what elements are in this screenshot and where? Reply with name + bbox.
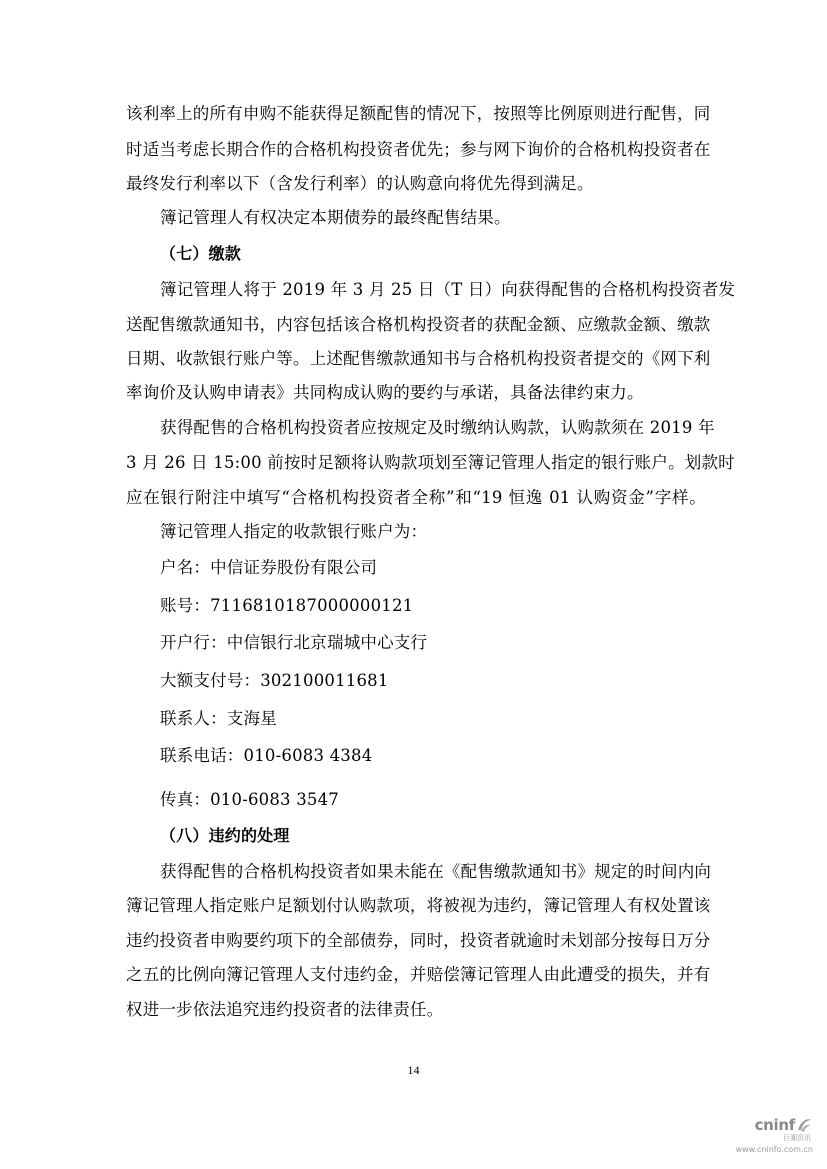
watermark-chinese: 巨潮资讯 (783, 1134, 811, 1142)
section-heading-7: （七）缴款 (160, 244, 242, 263)
paragraph-line: 率询价及认购申请表》共同构成认购的要约与承诺，具备法律约束力。 (126, 383, 644, 402)
section-heading-8: （八）违约的处理 (160, 826, 290, 845)
contact-person: 联系人：支海星 (160, 709, 277, 728)
fax-number: 传真：010-6083 3547 (160, 790, 339, 809)
large-payment-number: 大额支付号：302100011681 (160, 671, 389, 690)
page-number: 14 (407, 1063, 420, 1077)
account-number: 账号：7116810187000000121 (160, 596, 414, 615)
paragraph-line: 簿记管理人有权决定本期债券的最终配售结果。 (160, 208, 511, 227)
account-name: 户名：中信证券股份有限公司 (160, 558, 378, 577)
watermark-url: www.cninfo.com.cn (735, 1145, 813, 1154)
paragraph-line: 簿记管理人将于 2019 年 3 月 25 日（T 日）向获得配售的合格机构投资者发 (160, 280, 736, 299)
paragraph-line: 送配售缴款通知书，内容包括该合格机构投资者的获配金额、应缴款金额、缴款 (126, 315, 711, 334)
paragraph-line: 3 月 26 日 15:00 前按时足额将认购款项划至簿记管理人指定的银行账户。划款时 (126, 453, 735, 472)
paragraph-line: 应在银行附注中填写“合格机构投资者全称”和“19 恒逸 01 认购资金”字样。 (126, 488, 706, 507)
cninfo-watermark (735, 1116, 813, 1160)
paragraph-line: 获得配售的合格机构投资者如果未能在《配售缴款通知书》规定的时间内向 (160, 862, 712, 881)
paragraph-line: 之五的比例向簿记管理人支付违约金，并赔偿簿记管理人由此遭受的损失，并有 (126, 965, 711, 984)
contact-phone: 联系电话：010-6083 4384 (160, 746, 373, 765)
paragraph-line: 簿记管理人指定的收款银行账户为： (160, 522, 428, 541)
paragraph-line: 该利率上的所有申购不能获得足额配售的情况下，按照等比例原则进行配售，同 (126, 104, 711, 123)
paragraph-line: 最终发行利率以下（含发行利率）的认购意向将优先得到满足。 (126, 174, 594, 193)
watermark-logo-text: cninf (754, 1116, 795, 1134)
paragraph-line: 违约投资者申购要约项下的全部债券，同时，投资者就逾时未划部分按每日万分 (126, 931, 711, 950)
paragraph-line: 权进一步依法追究违约投资者的法律责任。 (126, 1000, 444, 1019)
paragraph-line: 簿记管理人指定账户足额划付认购款项，将被视为违约，簿记管理人有权处置该 (126, 896, 711, 915)
bank-branch: 开户行：中信银行北京瑞城中心支行 (160, 633, 428, 652)
paragraph-line: 日期、收款银行账户等。上述配售缴款通知书与合格机构投资者提交的《网下利 (126, 349, 711, 368)
cninfo-swirl-icon (795, 1116, 813, 1134)
paragraph-line: 获得配售的合格机构投资者应按规定及时缴纳认购款，认购款须在 2019 年 (160, 418, 715, 437)
paragraph-line: 时适当考虑长期合作的合格机构投资者优先；参与网下询价的合格机构投资者在 (126, 140, 711, 159)
